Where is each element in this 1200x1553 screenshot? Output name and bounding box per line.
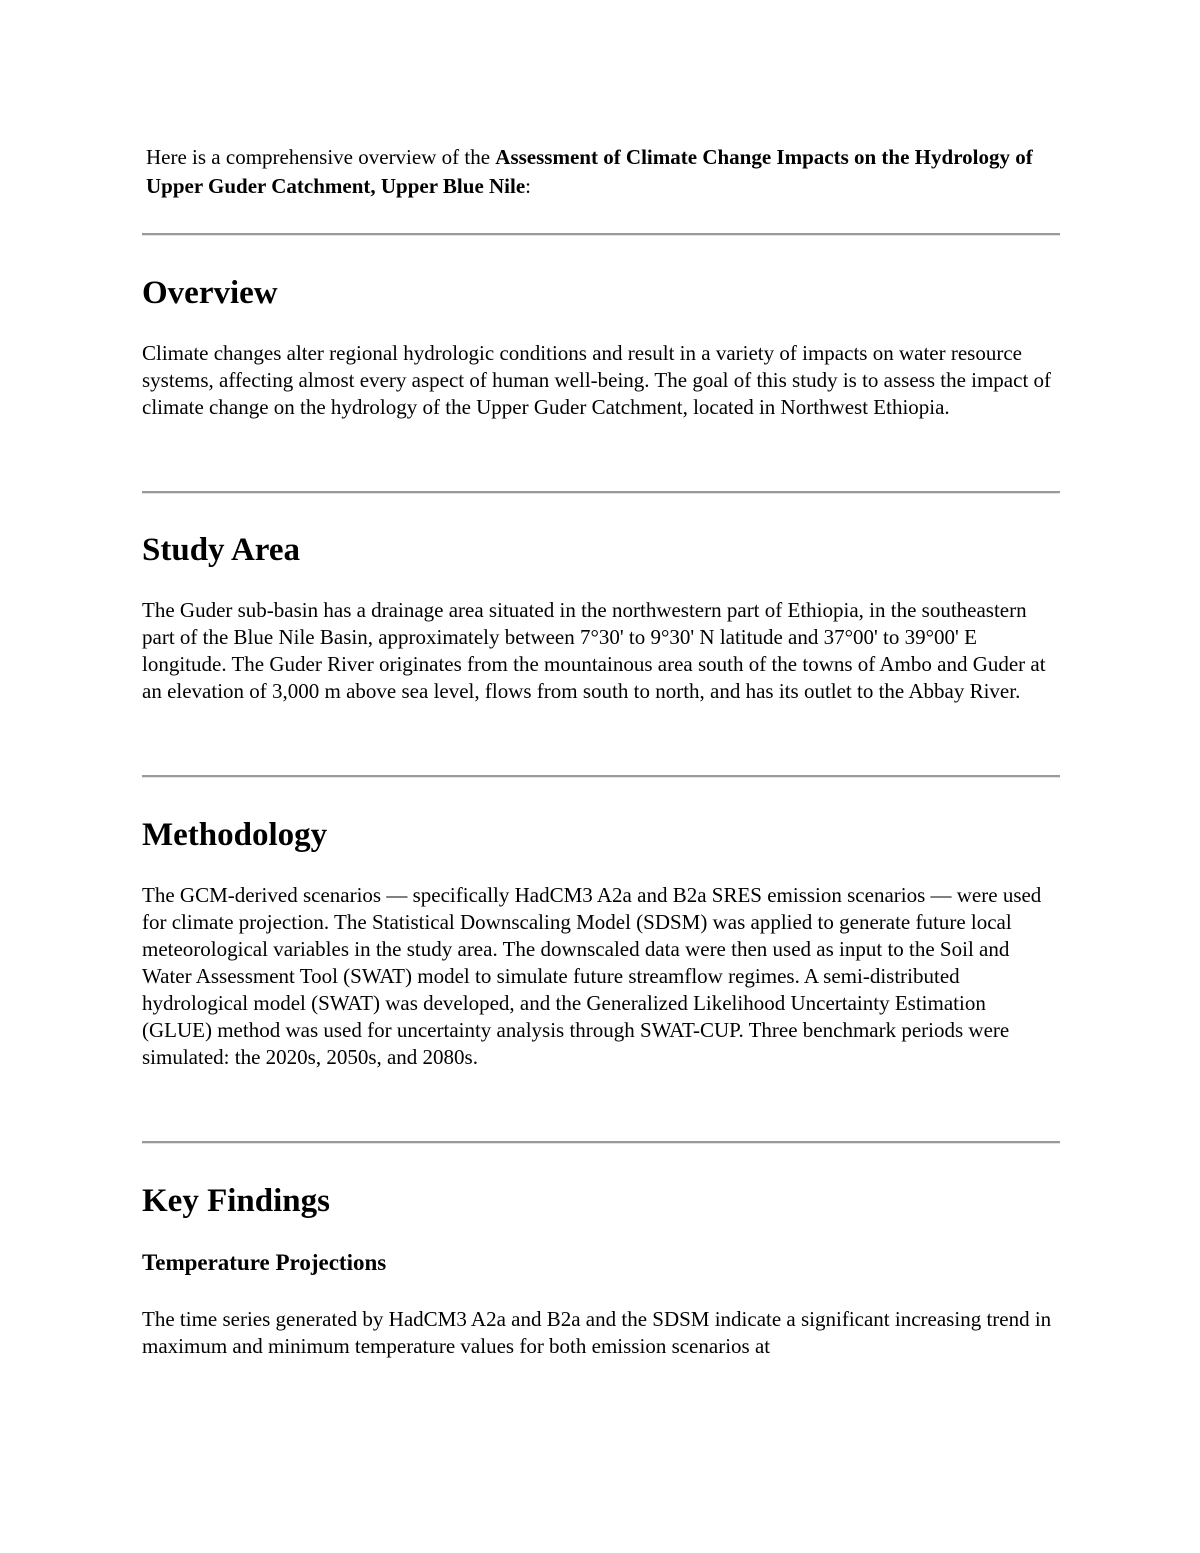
key-findings-heading: Key Findings (142, 1183, 330, 1219)
intro-suffix: : (525, 174, 532, 198)
overview-heading: Overview (142, 275, 278, 311)
horizontal-rule (142, 233, 1060, 236)
methodology-heading: Methodology (142, 817, 328, 853)
study-area-heading: Study Area (142, 532, 301, 568)
methodology-paragraph: The GCM-derived scenarios — specifically HadCM3 A2a and B2a SRES emission scenarios — were used for climate projection. The Statistical Downscaling Model (SDSM) was applied to generate future local meteorological variables in the study area. The downscaled data were then used as input to the Soil and Water Assessment Tool (SWAT) model to simulate future streamflow regimes. A semi-distributed hydrological model (SWAT) was developed, and the Generalized Likelihood Uncertainty Estimation (GLUE) method was used for uncertainty analysis through SWAT-CUP. Three benchmark periods were simulated: the 2020s, 2050s, and 2080s. (142, 883, 1042, 1069)
horizontal-rule (142, 775, 1060, 778)
temperature-projections-subheading: Temperature Projections (142, 1250, 387, 1275)
overview-paragraph: Climate changes alter regional hydrologic conditions and result in a variety of impacts on water resource systems, affecting almost every aspect of human well-being. The goal of this study is to assess the impact of climate change on the hydrology of the Upper Guder Catchment, located in Northwest Ethiopia. (142, 341, 1052, 419)
horizontal-rule (142, 1141, 1060, 1144)
intro-prefix: Here is a comprehensive overview of the (146, 145, 496, 169)
intro-bold-title: Assessment of Climate Change Impacts on the Hydrology of Upper Guder Catchment, Upper Blue Nile (146, 145, 1033, 198)
horizontal-rule (142, 491, 1060, 494)
temperature-projections-paragraph: The time series generated by HadCM3 A2a and B2a and the SDSM indicate a significant increasing trend in maximum and minimum temperature values for both emission scenarios at (142, 1307, 1052, 1358)
intro-paragraph (146, 143, 1046, 201)
study-area-paragraph: The Guder sub-basin has a drainage area situated in the northwestern part of Ethiopia, in the southeastern part of the Blue Nile Basin, approximately between 7°30' to 9°30' N latitude and 37°00' to 39°00' E longitude. The Guder River originates from the mountainous area south of the towns of Ambo and Guder at an elevation of 3,000 m above sea level, flows from south to north, and has its outlet to the Abbay River. (142, 598, 1046, 703)
